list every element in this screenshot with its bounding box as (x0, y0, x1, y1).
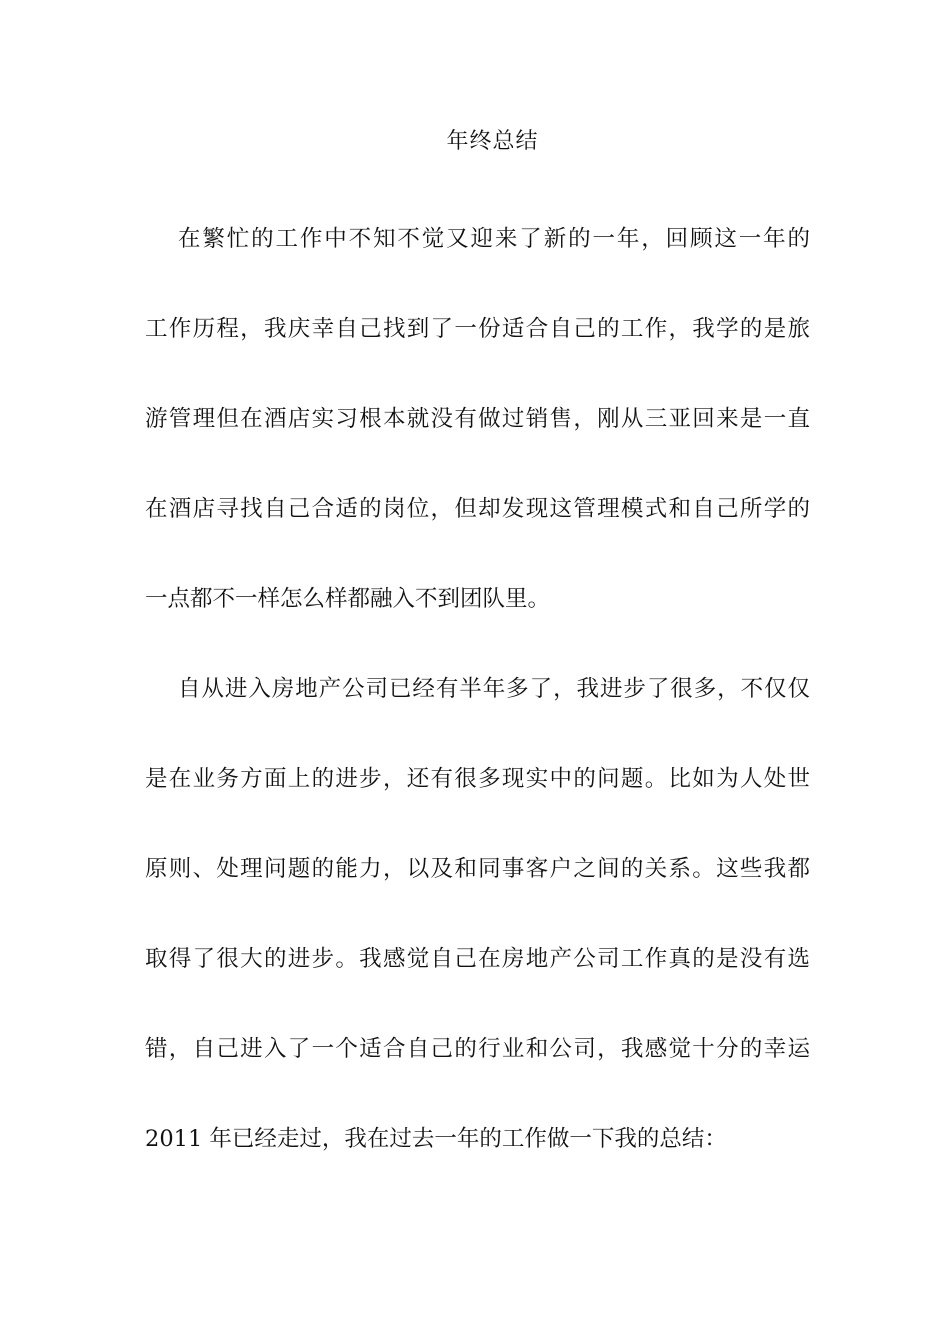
paragraph-2-line-2: 是在业务方面上的进步，还有很多现实中的问题。比如为人处世 (145, 766, 810, 792)
paragraph-2-line-3: 原则、处理问题的能力，以及和同事客户之间的关系。这些我都 (145, 856, 810, 882)
paragraph-2-line-6: 2011 年已经走过，我在过去一年的工作做一下我的总结： (145, 1126, 727, 1152)
paragraph-2-line-4: 取得了很大的进步。我感觉自己在房地产公司工作真的是没有选 (145, 946, 810, 972)
document-title: 年终总结 (446, 129, 539, 154)
paragraph-1-line-4: 在酒店寻找自己合适的岗位，但却发现这管理模式和自己所学的 (145, 496, 810, 522)
paragraph-1-line-2: 工作历程，我庆幸自己找到了一份适合自己的工作，我学的是旅 (145, 316, 810, 342)
paragraph-2-line-5: 错，自己进入了一个适合自己的行业和公司，我感觉十分的幸运 (145, 1036, 810, 1062)
paragraph-1-line-1: 在繁忙的工作中不知不觉又迎来了新的一年，回顾这一年的 (178, 226, 810, 252)
paragraph-1-line-5: 一点都不一样怎么样都融入不到团队里。 (145, 586, 551, 612)
paragraph-1-line-3: 游管理但在酒店实习根本就没有做过销售，刚从三亚回来是一直 (145, 406, 810, 432)
paragraph-2-line-1: 自从进入房地产公司已经有半年多了，我进步了很多，不仅仅 (178, 676, 810, 702)
